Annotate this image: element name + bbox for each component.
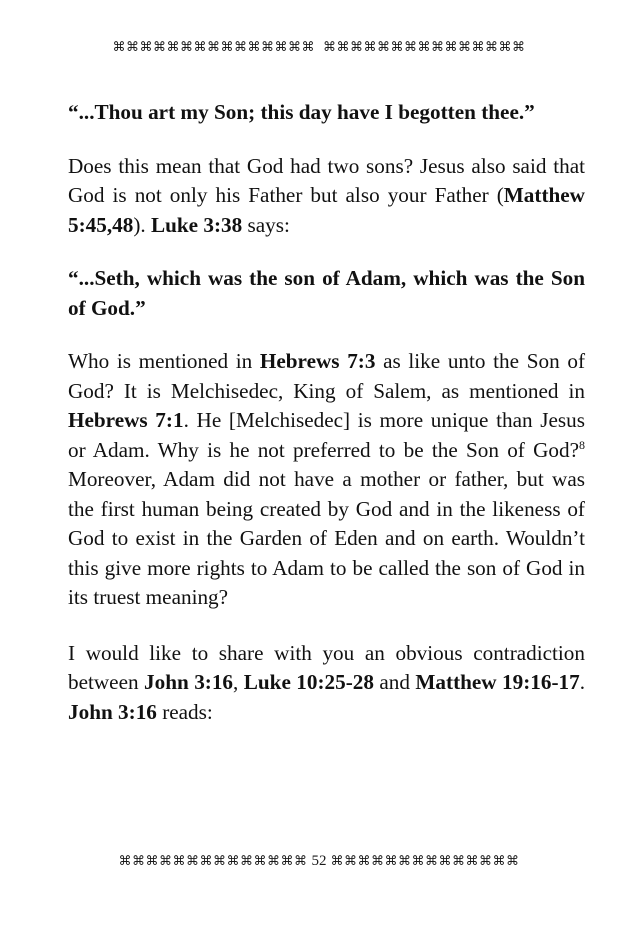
scripture-reference: Matthew 5:45,48 [68,183,585,237]
body-paragraph: Who is mentioned in Hebrews 7:3 as like unto the Son of God? It is Melchisedec, King of Salem, as mentioned in Hebrews 7:1. He [Melchisedec] is more unique than Jesus or Adam. Why is he not preferred to be the Son of God?$^8$ Moreover, Adam did not have a mother or father, but was the first human being created by God and in the likeness of God to exist in the Garden of Eden and on earth. Wouldn’t this give more rights to Adam to be called the son of God in its truest meaning? [68,349,586,609]
ornament-right: ⌘⌘⌘⌘⌘⌘⌘⌘⌘⌘⌘⌘⌘⌘ [330,854,520,869]
page-body [68,86,585,727]
page-number: 52 [311,853,327,869]
footnote-marker: 8 [579,437,585,452]
bottom-ornament-border [0,853,638,870]
scripture-quote: “...Seth, which was the son of Adam, which was the Son of God.” [68,266,585,320]
scripture-reference: Matthew 19:16-17 [415,670,580,694]
ornament-left: ⌘⌘⌘⌘⌘⌘⌘⌘⌘⌘⌘⌘⌘⌘⌘ [112,40,315,55]
scripture-reference: John 3:16 [144,670,234,694]
top-ornament-border [0,40,638,55]
ornament-left: ⌘⌘⌘⌘⌘⌘⌘⌘⌘⌘⌘⌘⌘⌘ [118,854,308,869]
scripture-reference: Luke 10:25-28 [243,670,374,694]
scripture-reference: Hebrews 7:1 [68,408,184,432]
scripture-reference: Luke 3:38 [150,212,243,237]
body-paragraph: I would like to share with you an obvious contradiction between John 3:16, Luke 10:25-28 and Matthew 19:16-17. John 3:16 reads: [68,640,586,724]
body-paragraph: Does this mean that God had two sons? Jesus also said that God is not only his Father but also your Father (Matthew 5:45,48). Luke 3:38 says: [68,153,585,237]
ornament-right: ⌘⌘⌘⌘⌘⌘⌘⌘⌘⌘⌘⌘⌘⌘⌘ [323,40,526,55]
scripture-quote: “...Thou art my Son; this day have I begotten thee.” [68,100,535,124]
scripture-reference: Hebrews 7:3 [259,349,376,373]
scripture-reference: John 3:16 [68,699,157,724]
